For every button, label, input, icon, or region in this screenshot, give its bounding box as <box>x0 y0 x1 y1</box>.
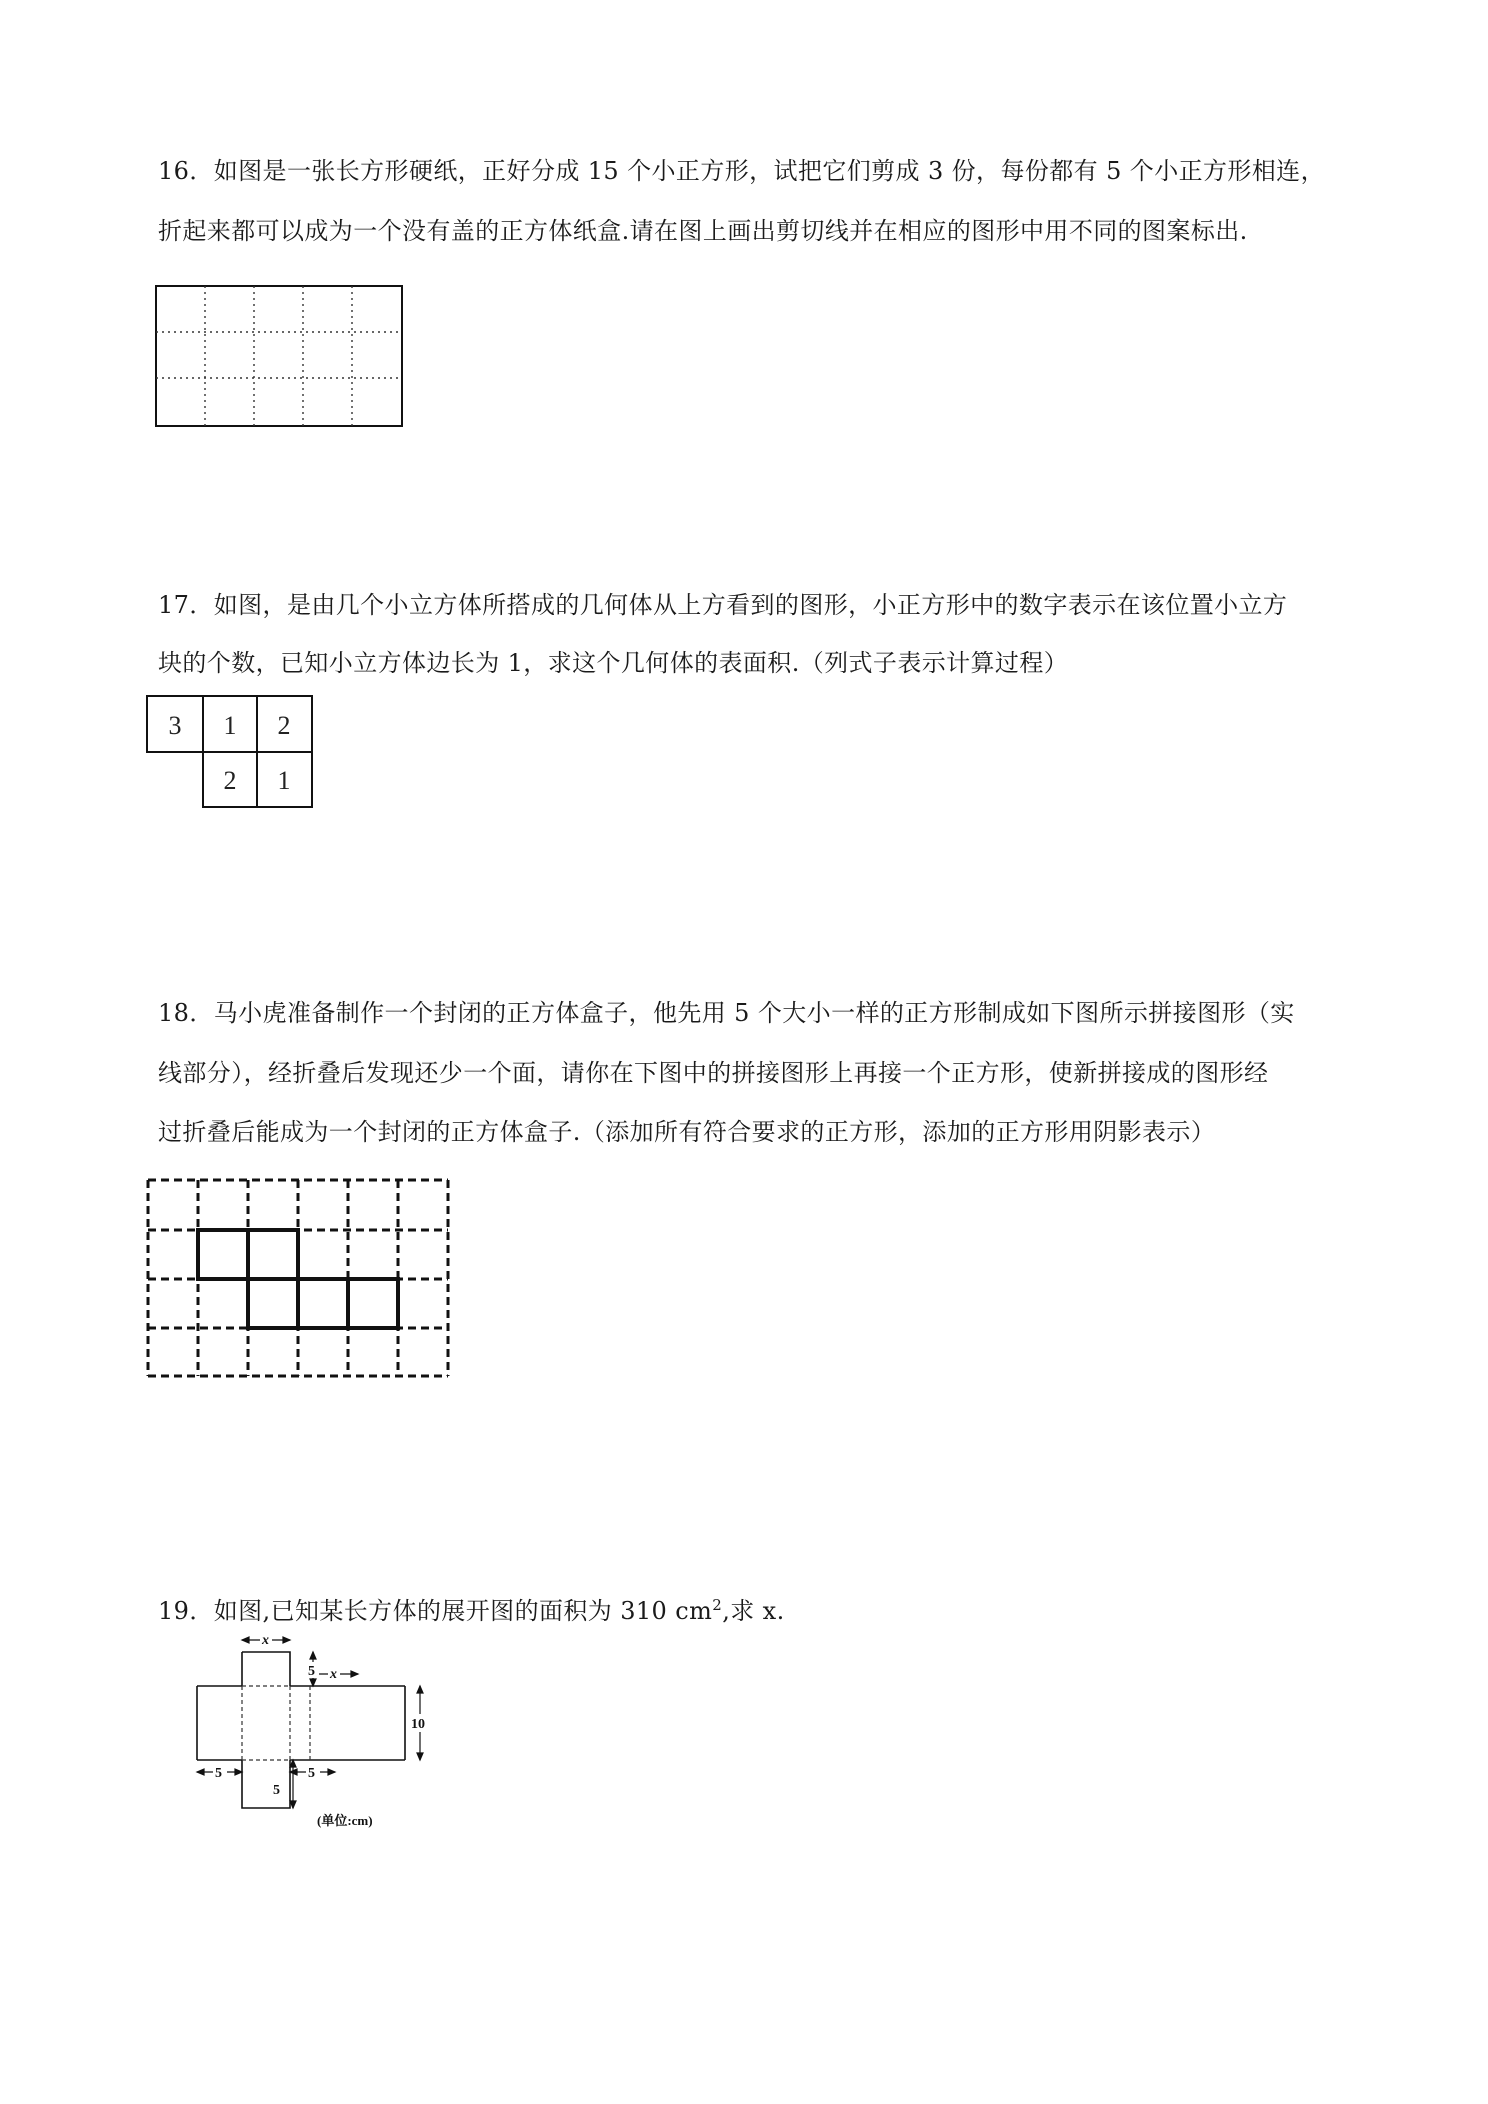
q17-cell-r2c2: 2 <box>223 766 237 795</box>
q19-label-10-right: 10 <box>411 1717 425 1732</box>
q19-text <box>158 1590 1368 1626</box>
q18-net-figure <box>140 1174 460 1384</box>
q16-rectangle-grid-figure <box>150 282 410 432</box>
q19-text-main: 19．如图,已知某长方体的展开图的面积为 310 cm <box>158 1597 713 1625</box>
q19-label-5-bottom: 5 <box>273 1783 280 1798</box>
q19-label-x-top: x <box>262 1633 269 1648</box>
q19-cuboid-net-figure <box>185 1632 445 1834</box>
q17-text-line-2: 块的个数，已知小立方体边长为 1，求这个几何体的表面积.（列式子表示计算过程） <box>158 649 1069 677</box>
q19-text-end: ,求 x. <box>722 1597 785 1625</box>
q19-unit-label: (单位:cm) <box>317 1813 373 1828</box>
q17-cell-r1c3: 2 <box>277 711 291 740</box>
q19-label-5-top: 5 <box>308 1664 315 1679</box>
q16-text-line-2: 折起来都可以成为一个没有盖的正方体纸盒.请在图上画出剪切线并在相应的图形中用不同的图案标出. <box>158 217 1248 245</box>
q19-label-x-right: x <box>330 1667 337 1682</box>
q19-label-5-right-bottom: 5 <box>308 1766 315 1781</box>
q18-text-line-1: 18．马小虎准备制作一个封闭的正方体盒子，他先用 5 个大小一样的正方形制成如下图所示拼接图形（实 <box>158 999 1295 1027</box>
q17-cell-r1c1: 3 <box>168 711 182 740</box>
q17-top-view-grid <box>145 694 325 812</box>
q18-text-line-3: 过折叠后能成为一个封闭的正方体盒子.（添加所有符合要求的正方形，添加的正方形用阴影表示） <box>158 1118 1216 1146</box>
q18-text-line-2: 线部分），经折叠后发现还少一个面，请你在下图中的拼接图形上再接一个正方形，使新拼接成的图形经 <box>158 1059 1269 1087</box>
q16-text-line-1: 16．如图是一张长方形硬纸，正好分成 15 个小正方形，试把它们剪成 3 份，每份都有 5 个小正方形相连， <box>158 157 1325 185</box>
q17-cell-r1c2: 1 <box>223 711 237 740</box>
q17-text-line-1: 17．如图，是由几个小立方体所搭成的几何体从上方看到的图形，小正方形中的数字表示在该位置小立方 <box>158 591 1288 619</box>
q19-label-5-left: 5 <box>215 1766 222 1781</box>
q19-superscript: 2 <box>712 1596 723 1614</box>
q17-cell-r2c3: 1 <box>277 766 291 795</box>
